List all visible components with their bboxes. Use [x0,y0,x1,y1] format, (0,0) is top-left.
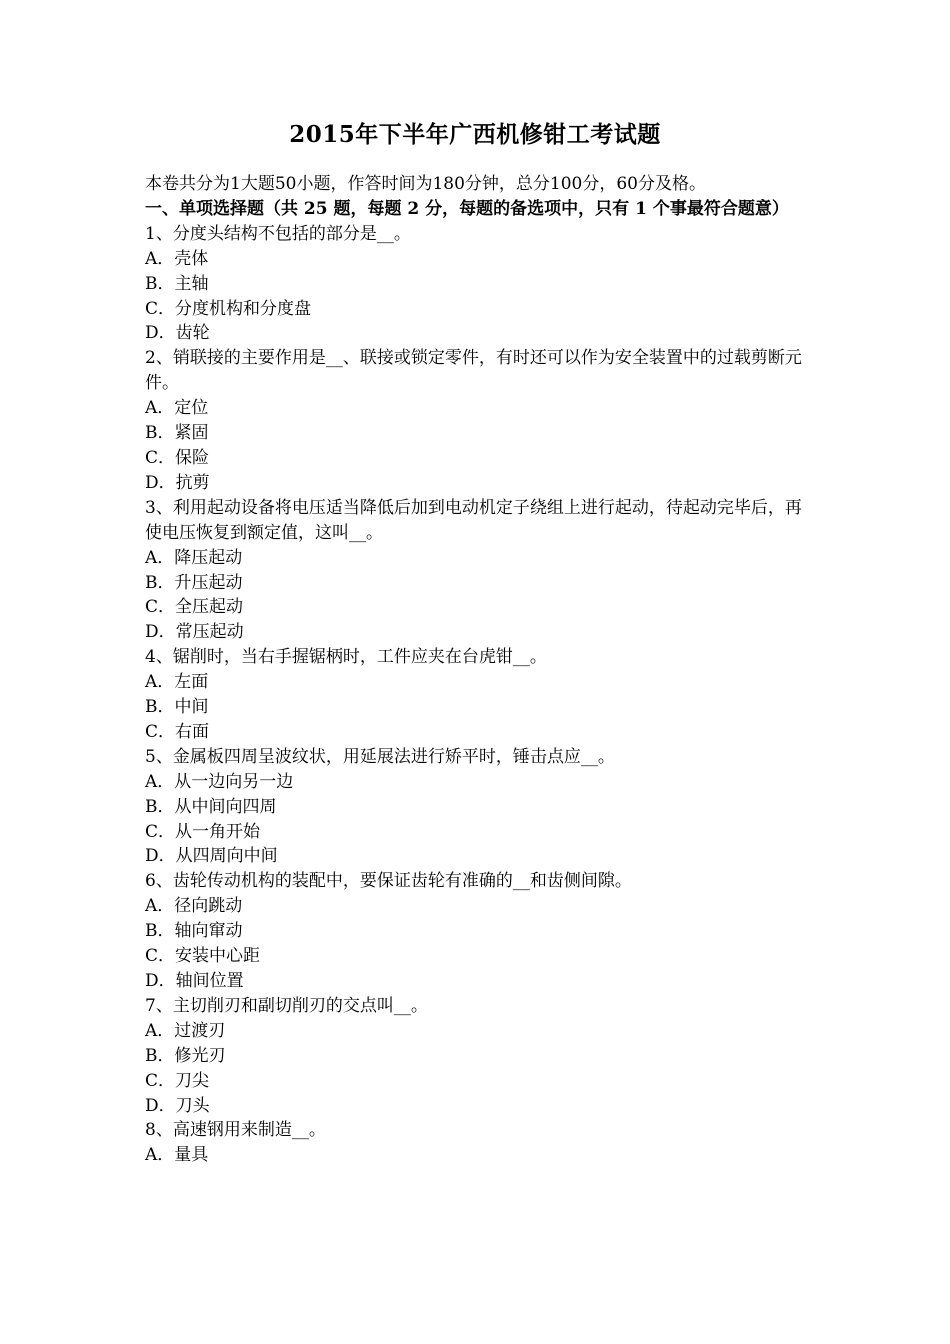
option-b: B．中间 [145,697,209,718]
question-8 [145,1118,810,1168]
question-5 [145,745,810,870]
option-c: C．保险 [145,447,210,468]
option-d: D．抗剪 [145,472,210,493]
question-4 [145,645,810,745]
option-c: C．全压起动 [145,597,244,618]
option-d: D．刀头 [145,1095,210,1116]
question-text: 2、销联接的主要作用是__、联接或锁定零件，有时还可以作为安全装置中的过载剪断元件。 [145,348,802,394]
option-c: C．刀尖 [145,1070,210,1091]
option-c: C．右面 [145,721,210,742]
option-c: C．从一角开始 [145,821,261,842]
section-heading: 一、单项选择题（共 25 题，每题 2 分，每题的备选项中，只有 1 个事最符合题意） [145,198,789,219]
exam-intro: 本卷共分为1大题50小题，作答时间为180分钟，总分100分，60分及格。 [145,174,706,194]
option-a: A．壳体 [145,248,209,269]
question-2 [145,346,810,495]
option-a: A．过渡刃 [145,1020,226,1041]
option-b: B．主轴 [145,273,209,294]
option-b: B．修光刃 [145,1045,226,1066]
option-b: B．轴向窜动 [145,921,243,942]
option-a: A．降压起动 [145,547,243,568]
option-a: A．量具 [145,1145,209,1166]
question-1 [145,222,810,347]
question-text: 3、利用起动设备将电压适当降低后加到电动机定子绕组上进行起动，待起动完毕后，再使电压恢复到额定值，这叫__。 [145,497,802,543]
question-text: 8、高速钢用来制造__。 [145,1120,326,1141]
option-b: B．紧固 [145,423,209,444]
option-a: A．定位 [145,398,209,419]
page-title: 2015年下半年广西机修钳工考试题 [289,121,661,148]
option-a: A．径向跳动 [145,896,243,917]
option-c: C．安装中心距 [145,946,261,967]
option-c: C．分度机构和分度盘 [145,298,312,319]
option-d: D．从四周向中间 [145,846,278,867]
question-text: 5、金属板四周呈波纹状，用延展法进行矫平时，锤击点应__。 [145,746,615,767]
option-b: B．从中间向四周 [145,796,277,817]
question-7 [145,994,810,1119]
exam-content [145,172,810,1168]
option-a: A．从一边向另一边 [145,771,294,792]
question-text: 7、主切削刃和副切削刃的交点叫__。 [145,995,428,1016]
question-text: 1、分度头结构不包括的部分是__。 [145,223,411,244]
option-a: A．左面 [145,672,209,693]
question-text: 6、齿轮传动机构的装配中，要保证齿轮有准确的__和齿侧间隙。 [145,871,632,892]
option-d: D．齿轮 [145,323,210,344]
option-d: D．常压起动 [145,622,244,643]
question-3 [145,496,810,645]
question-6 [145,869,810,994]
option-d: D．轴间位置 [145,971,244,991]
option-b: B．升压起动 [145,572,243,593]
question-text: 4、锯削时，当右手握锯柄时，工件应夹在台虎钳__。 [145,647,547,668]
